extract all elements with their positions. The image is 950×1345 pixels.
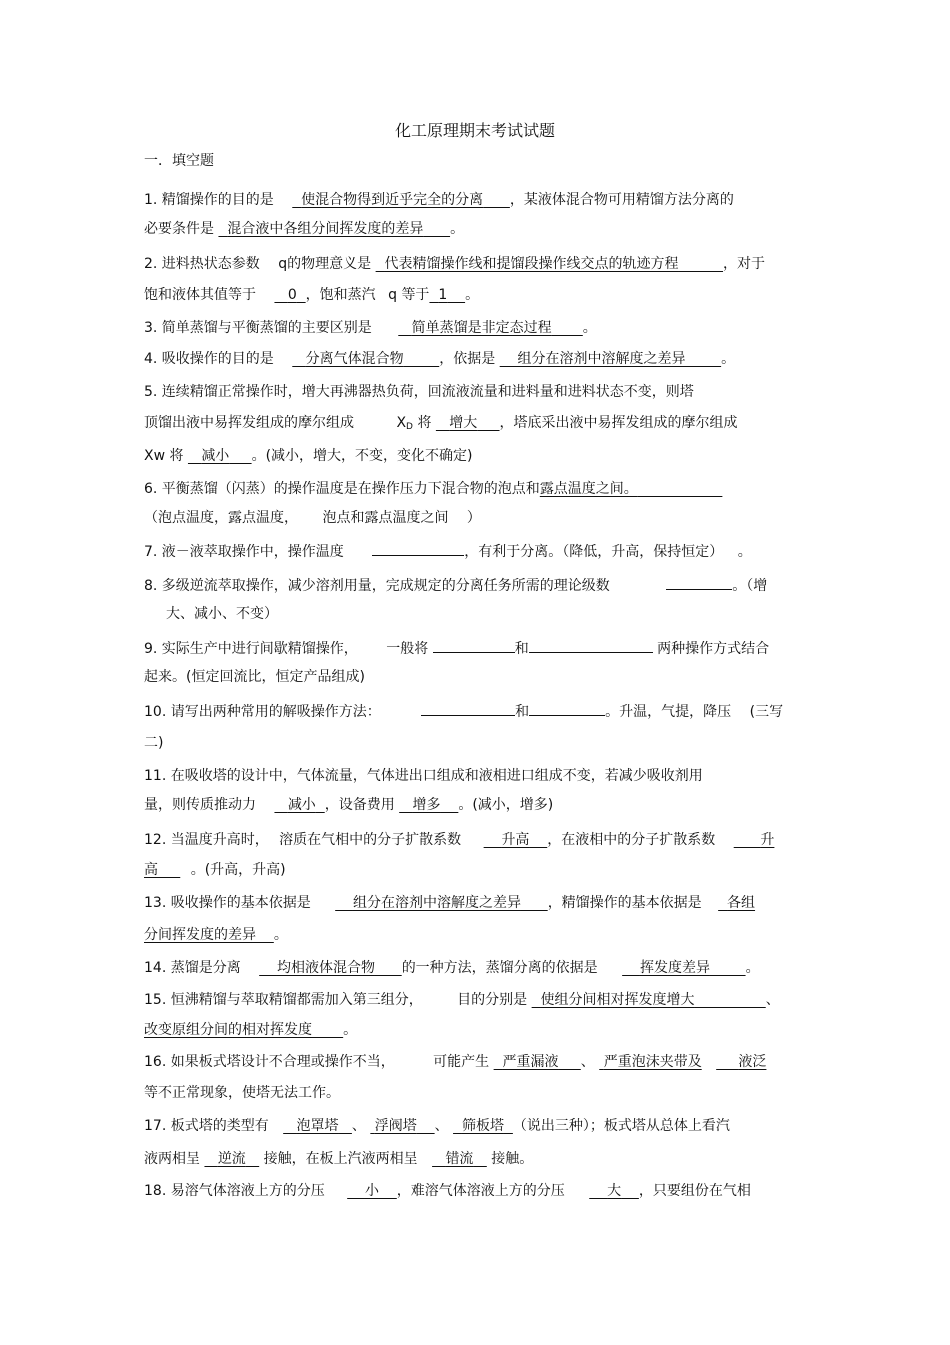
question-13-line-1: 13. 吸收操作的基本依据是 组分在溶剂中溶解度之差异 ，精馏操作的基本依据是 各组 bbox=[144, 895, 756, 911]
answer-blank: 0 bbox=[287, 287, 297, 303]
answer-blank: 使组分间相对挥发度增大 bbox=[540, 992, 695, 1008]
question-8-line-2: 大、减小、不变） bbox=[166, 606, 278, 622]
question-12-line-2: 高 。(升高，升高) bbox=[144, 862, 286, 878]
answer-blank: 组分在溶剂中溶解度之差异 bbox=[517, 351, 686, 367]
answer-blank: 错流 bbox=[445, 1151, 474, 1167]
question-14: 14. 蒸馏是分离 均相液体混合物 的一种方法，蒸馏分离的依据是 挥发度差异 。 bbox=[144, 960, 760, 976]
question-16-line-2: 等不正常现象，使塔无法工作。 bbox=[144, 1085, 340, 1101]
answer-blank bbox=[529, 701, 605, 716]
answer-blank: 严重漏液 bbox=[502, 1054, 559, 1070]
question-9-line-1: 9. 实际生产中进行间歇精馏操作， 一般将 和 两种操作方式结合 bbox=[144, 638, 820, 659]
answer-blank: 使混合物得到近乎完全的分离 bbox=[301, 192, 484, 208]
question-10-line-2: 二) bbox=[144, 735, 164, 751]
question-13-line-2: 分间挥发度的差异 。 bbox=[144, 927, 288, 943]
question-10-line-1: 10. 请写出两种常用的解吸操作方法： 和 。升温，气提，降压 (三写 bbox=[144, 701, 820, 722]
question-7: 7. 液－液萃取操作中，操作温度 ，有利于分离。（降低，升高，保持恒定） 。 bbox=[144, 541, 820, 562]
answer-blank: 筛板塔 bbox=[461, 1118, 504, 1134]
question-15-line-2: 改变原组分间的相对挥发度 。 bbox=[144, 1022, 358, 1038]
question-17-line-2: 液两相呈 逆流 接触，在板上汽液两相呈 错流 接触。 bbox=[144, 1151, 534, 1167]
answer-blank: 分间挥发度的差异 bbox=[144, 927, 256, 943]
answer-blank: 小 bbox=[364, 1183, 379, 1199]
question-11-line-1: 11. 在吸收塔的设计中，气体流量，气体进出口组成和液相进口组成不变，若减少吸收剂用 bbox=[144, 768, 703, 784]
answer-blank: 升高 bbox=[501, 832, 530, 848]
answer-blank: 高 bbox=[144, 862, 158, 878]
answer-blank bbox=[666, 575, 732, 590]
answer-blank: 简单蒸馏是非定态过程 bbox=[411, 320, 552, 336]
answer-blank bbox=[529, 638, 653, 653]
answer-blank: 减小 bbox=[201, 448, 230, 464]
page-title: 化工原理期末考试试题 bbox=[394, 121, 555, 140]
question-16-line-1: 16. 如果板式塔设计不合理或操作不当， 可能产生 严重漏液 、 严重泡沫夹带及 液泛 bbox=[144, 1054, 767, 1070]
question-1-line-2: 必要条件是 混合液中各组分间挥发度的差异 。 bbox=[144, 221, 465, 237]
answer-blank: 减小 bbox=[287, 797, 316, 813]
answer-blank: 改变原组分间的相对挥发度 bbox=[144, 1022, 312, 1038]
question-9-line-2: 起来。(恒定回流比，恒定产品组成) bbox=[144, 669, 365, 685]
answer-blank: 均相液体混合物 bbox=[276, 960, 375, 976]
answer-blank: 代表精馏操作线和提馏段操作线交点的轨迹方程 bbox=[384, 256, 679, 272]
answer-blank: 1 bbox=[438, 287, 448, 303]
answer-blank: 混合液中各组分间挥发度的差异 bbox=[227, 221, 424, 237]
question-18: 18. 易溶气体溶液上方的分压 小 ，难溶气体溶液上方的分压 大 ，只要组份在气相 bbox=[144, 1183, 751, 1199]
answer-blank bbox=[421, 701, 515, 716]
answer-blank: 组分在溶剂中溶解度之差异 bbox=[352, 895, 521, 911]
answer-blank: 分离气体混合物 bbox=[305, 351, 404, 367]
question-17-line-1: 17. 板式塔的类型有 泡罩塔 、 浮阀塔 、 筛板塔 （说出三种）；板式塔从总体上看汽 bbox=[144, 1118, 730, 1134]
answer-blank: 大 bbox=[607, 1183, 622, 1199]
answer-blank: 挥发度差异 bbox=[639, 960, 710, 976]
question-4: 4. 吸收操作的目的是 分离气体混合物 ，依据是 组分在溶剂中溶解度之差异 。 bbox=[144, 351, 736, 367]
answer-blank: 露点温度之间。 bbox=[539, 481, 638, 497]
answer-blank: 升 bbox=[760, 832, 775, 848]
answer-blank: 液泛 bbox=[738, 1054, 767, 1070]
section-heading: 一．填空题 bbox=[144, 153, 214, 169]
answer-blank bbox=[433, 638, 515, 653]
question-15-line-1: 15. 恒沸精馏与萃取精馏都需加入第三组分， 目的分别是 使组分间相对挥发度增大 、 bbox=[144, 992, 780, 1008]
question-11-line-2: 量，则传质推动力 减小 ，设备费用 增多 。(减小，增多) bbox=[144, 797, 554, 813]
question-3: 3. 简单蒸馏与平衡蒸馏的主要区别是 简单蒸馏是非定态过程 。 bbox=[144, 320, 597, 336]
question-12-line-1: 12. 当温度升高时， 溶质在气相中的分子扩散系数 升高 ，在液相中的分子扩散系数 升 bbox=[144, 832, 775, 848]
answer-blank: 逆流 bbox=[217, 1151, 246, 1167]
answer-blank: 增多 bbox=[412, 797, 441, 813]
question-2-line-2: 饱和液体其值等于 0 ，饱和蒸汽 q 等于 1 。 bbox=[144, 287, 480, 303]
answer-blank: 各组 bbox=[727, 895, 756, 911]
question-5-line-1: 5. 连续精馏正常操作时，增大再沸器热负荷，回流液流量和进料量和进料状态不变，则塔 bbox=[144, 384, 694, 400]
answer-blank: 增大 bbox=[449, 415, 478, 431]
answer-blank: 浮阀塔 bbox=[374, 1118, 417, 1134]
answer-blank: 严重泡沫夹带及 bbox=[603, 1054, 702, 1070]
question-2-line-1: 2. 进料热状态参数 q的物理意义是 代表精馏操作线和提馏段操作线交点的轨迹方程 ，对于 bbox=[144, 256, 766, 272]
question-6-line-2: （泡点温度，露点温度， 泡点和露点温度之间 ） bbox=[144, 510, 481, 526]
answer-blank: 泡罩塔 bbox=[296, 1118, 339, 1134]
question-6-line-1: 6. 平衡蒸馏（闪蒸）的操作温度是在操作压力下混合物的泡点和露点温度之间。 bbox=[144, 479, 820, 499]
question-8-line-1: 8. 多级逆流萃取操作，减少溶剂用量，完成规定的分离任务所需的理论级数 。（增 bbox=[144, 575, 820, 596]
question-1-line-1: 1. 精馏操作的目的是 使混合物得到近乎完全的分离 ，某液体混合物可用精馏方法分离的 bbox=[144, 192, 734, 208]
question-5-line-3: Xw 将 减小 。(减小，增大，不变，变化不确定) bbox=[144, 448, 473, 464]
question-5-line-2: 顶馏出液中易挥发组成的摩尔组成 $X_D$ 将 增大 ，塔底采出液中易挥发组成的摩尔组成 bbox=[144, 415, 738, 432]
answer-blank bbox=[372, 541, 464, 556]
